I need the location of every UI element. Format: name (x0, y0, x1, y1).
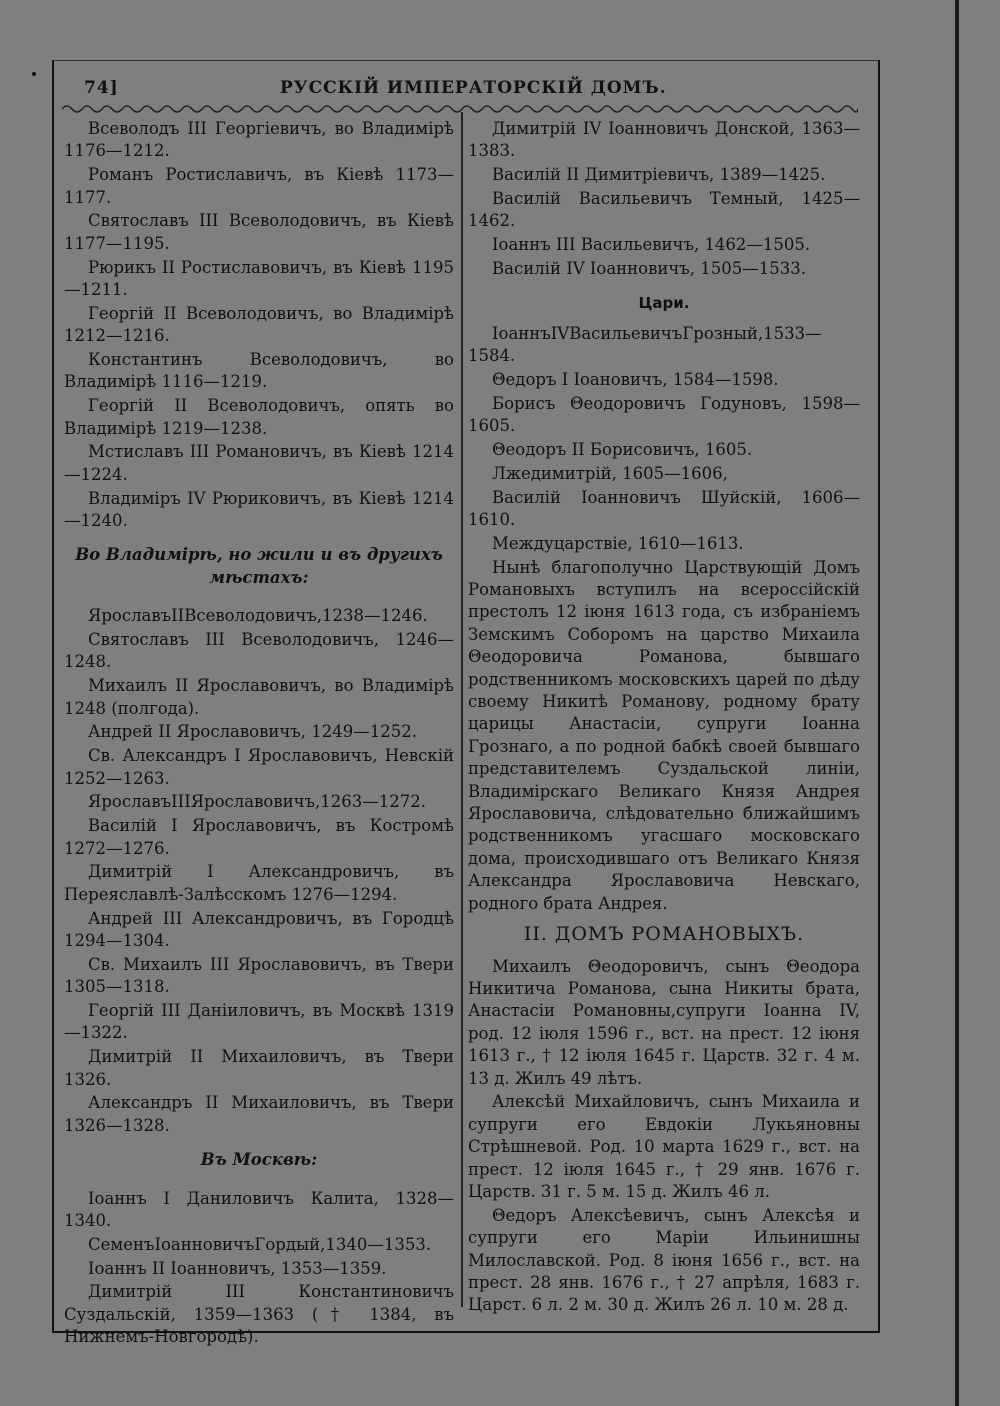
wavy-rule (62, 103, 858, 115)
ruler-entry: Іоаннъ III Васильевичъ, 1462—1505. (492, 235, 811, 255)
ruler-entry: Александръ II Михаиловичъ, въ Твери 1326—1328. (64, 1093, 454, 1135)
romanov-entry: Михаилъ Θеодоровичъ, сынъ Θеодора Никитича Романова, сына Никиты брата, Анастасіи Романовны,супруги Іоанна IV, род. 12 іюля 1596 г., вст. на прест. 12 іюня 1613 г., † 12 іюля 1645 г. Царств. 32 г. 4 м. 13 д. Жилъ 49 лѣтъ. (468, 956, 860, 1088)
ruler-entry: Георгій III Даніиловичъ, въ Москвѣ 1319—1322. (64, 1001, 454, 1043)
ruler-entry: ЯрославъIIВсеволодовичъ,1238—1246. (88, 606, 428, 626)
ruler-entry: Димитрій IV Іоанновичъ Донской, 1363—1383. (468, 119, 860, 161)
section-heading-tsars: Цари. (638, 294, 690, 313)
ruler-entry: Андрей III Александровичъ, въ Городцѣ 1294—1304. (64, 908, 454, 951)
ruler-entry: Борисъ Θеодоровичъ Годуновъ, 1598—1605. (468, 393, 860, 436)
ruler-entry: Романъ Ростиславичъ, въ Кіевѣ 1173—1177. (64, 165, 454, 207)
section-heading-moscow: Въ Москвѣ: (200, 1150, 318, 1170)
romanov-entry: Θедоръ Алексѣевичъ, сынъ Алексѣя и супруги его Маріи Ильинишны Милославской. Род. 8 іюня 1656 г., вст. на прест. 28 янв. 1676 г., † 27 апрѣля, 1683 г. Царст. 6 л. 2 м. 30 д. Жилъ 26 л. 10 м. 28 д. (468, 1205, 860, 1315)
ruler-entry: Θеодоръ II Борисовичъ, 1605. (492, 440, 753, 460)
ruler-entry: Димитрій II Михаиловичъ, въ Твери 1326. (64, 1047, 454, 1089)
ruler-entry: Св. Александръ I Ярославовичъ, Невскій 1252—1263. (64, 746, 454, 788)
ruler-entry: Василій IV Іоанновичъ, 1505—1533. (492, 259, 807, 278)
ruler-entry: Василій Васильевичъ Темный, 1425—1462. (468, 189, 860, 231)
left-column (64, 118, 454, 1350)
romanov-entry: Алексѣй Михайловичъ, сынъ Михаила и супруги его Евдокіи Лукьяновны Стрѣшневой. Род. 10 марта 1629 г., вст. на прест. 12 іюля 1645 г., † 29 янв. 1676 г. Царств. 31 г. 5 м. 15 д. Жилъ 46 л. (468, 1092, 860, 1201)
ruler-entry: Іоаннъ I Даниловичъ Калита, 1328—1340. (64, 1188, 454, 1231)
running-title: РУССКІЙ ИМПЕРАТОРСКІЙ ДОМЪ. (280, 78, 667, 98)
page-header (84, 78, 854, 104)
ruler-entry: Андрей II Ярославовичъ, 1249—1252. (88, 722, 418, 742)
scan-speck (32, 72, 36, 76)
ruler-entry: Михаилъ II Ярославовичъ, во Владимірѣ 1248 (полгода). (64, 676, 454, 718)
ruler-entry: Константинъ Всеволодовичъ, во Владимірѣ 1116—1219. (64, 350, 454, 392)
ruler-entry: Св. Михаилъ III Ярославовичъ, въ Твери 1305—1318. (64, 954, 454, 997)
scan-edge-line (955, 0, 959, 1406)
ruler-entry: Междуцарствіе, 1610—1613. (492, 533, 744, 553)
ruler-entry: Димитрій III Константиновичъ Суздальскій, 1359—1363 († 1384, въ Нижнемъ-Новгородѣ). (64, 1282, 454, 1347)
ruler-entry: Святославъ III Всеволодовичъ, въ Кіевѣ 1177—1195. (64, 211, 454, 253)
right-column (468, 118, 860, 1318)
ruler-entry: Василій II Димитріевичъ, 1389—1425. (492, 165, 826, 185)
ruler-entry: Василій I Ярославовичъ, въ Костромѣ 1272—1276. (64, 816, 454, 858)
ruler-entry: Василій Іоанновичъ Шуйскій, 1606—1610. (468, 487, 860, 530)
ruler-entry: Рюрикъ II Ростиславовичъ, въ Кіевѣ 1195—1211. (64, 257, 454, 300)
ruler-entry: ІоаннъIVВасильевичъГрозный,1533—1584. (468, 323, 822, 366)
ruler-entry: Лжедимитрій, 1605—1606, (492, 463, 728, 483)
ruler-entry: Іоаннъ II Іоанновичъ, 1353—1359. (88, 1258, 387, 1278)
section-heading-vladimir: Во Владимірѣ, но жили и въ другихъ мѣстахъ: (75, 545, 443, 587)
ruler-entry: Θедоръ I Іоановичъ, 1584—1598. (492, 370, 779, 390)
ruler-entry: Святославъ III Всеволодовичъ, 1246—1248. (64, 630, 454, 672)
ruler-entry: Димитрій I Александровичъ, въ Переяславлѣ-Залѣсскомъ 1276—1294. (64, 862, 454, 904)
ruler-entry: ЯрославъIIIЯрославовичъ,1263—1272. (88, 792, 426, 812)
romanov-accession-paragraph: Нынѣ благополучно Царствующій Домъ Романовыхъ вступилъ на всероссійскій престолъ 12 іюня 1613 года, съ избраніемъ Земскимъ Соборомъ на царство Михаила Θеодоровича Романова, бывшаго родственникомъ московскихъ царей по дѣду своему Никитѣ Романову, родному брату царицы Анастасіи, супруги Іоанна Грознаго, а по родной бабкѣ своей бывшаго представителемъ Суздальской линіи, Владимірскаго Великаго Князя Андрея Ярославовича, слѣдовательно ближайшимъ родственникомъ угасшаго московскаго дома, происходившаго отъ Великаго Князя Александра Ярославовича Невскаго, родного брата Андрея. (468, 557, 860, 913)
ruler-entry: Георгій II Всеволодовичъ, во Владимірѣ 1212—1216. (64, 303, 454, 346)
column-divider (461, 112, 463, 1307)
ruler-entry: СеменъІоанновичъГордый,1340—1353. (88, 1234, 432, 1254)
chapter-heading: II. ДОМЪ РОМАНОВЫХЪ. (523, 923, 805, 946)
ruler-entry: Всеволодъ III Георгіевичъ, во Владимірѣ 1176—1212. (64, 119, 454, 161)
ruler-entry: Мстиславъ III Романовичъ, въ Кіевѣ 1214—1224. (64, 442, 454, 484)
ruler-entry: Георгій II Всеволодовичъ, опять во Владимірѣ 1219—1238. (64, 396, 454, 438)
ruler-entry: Владиміръ IV Рюриковичъ, въ Кіевѣ 1214—1240. (64, 488, 454, 531)
page-number: 74] (84, 78, 119, 98)
